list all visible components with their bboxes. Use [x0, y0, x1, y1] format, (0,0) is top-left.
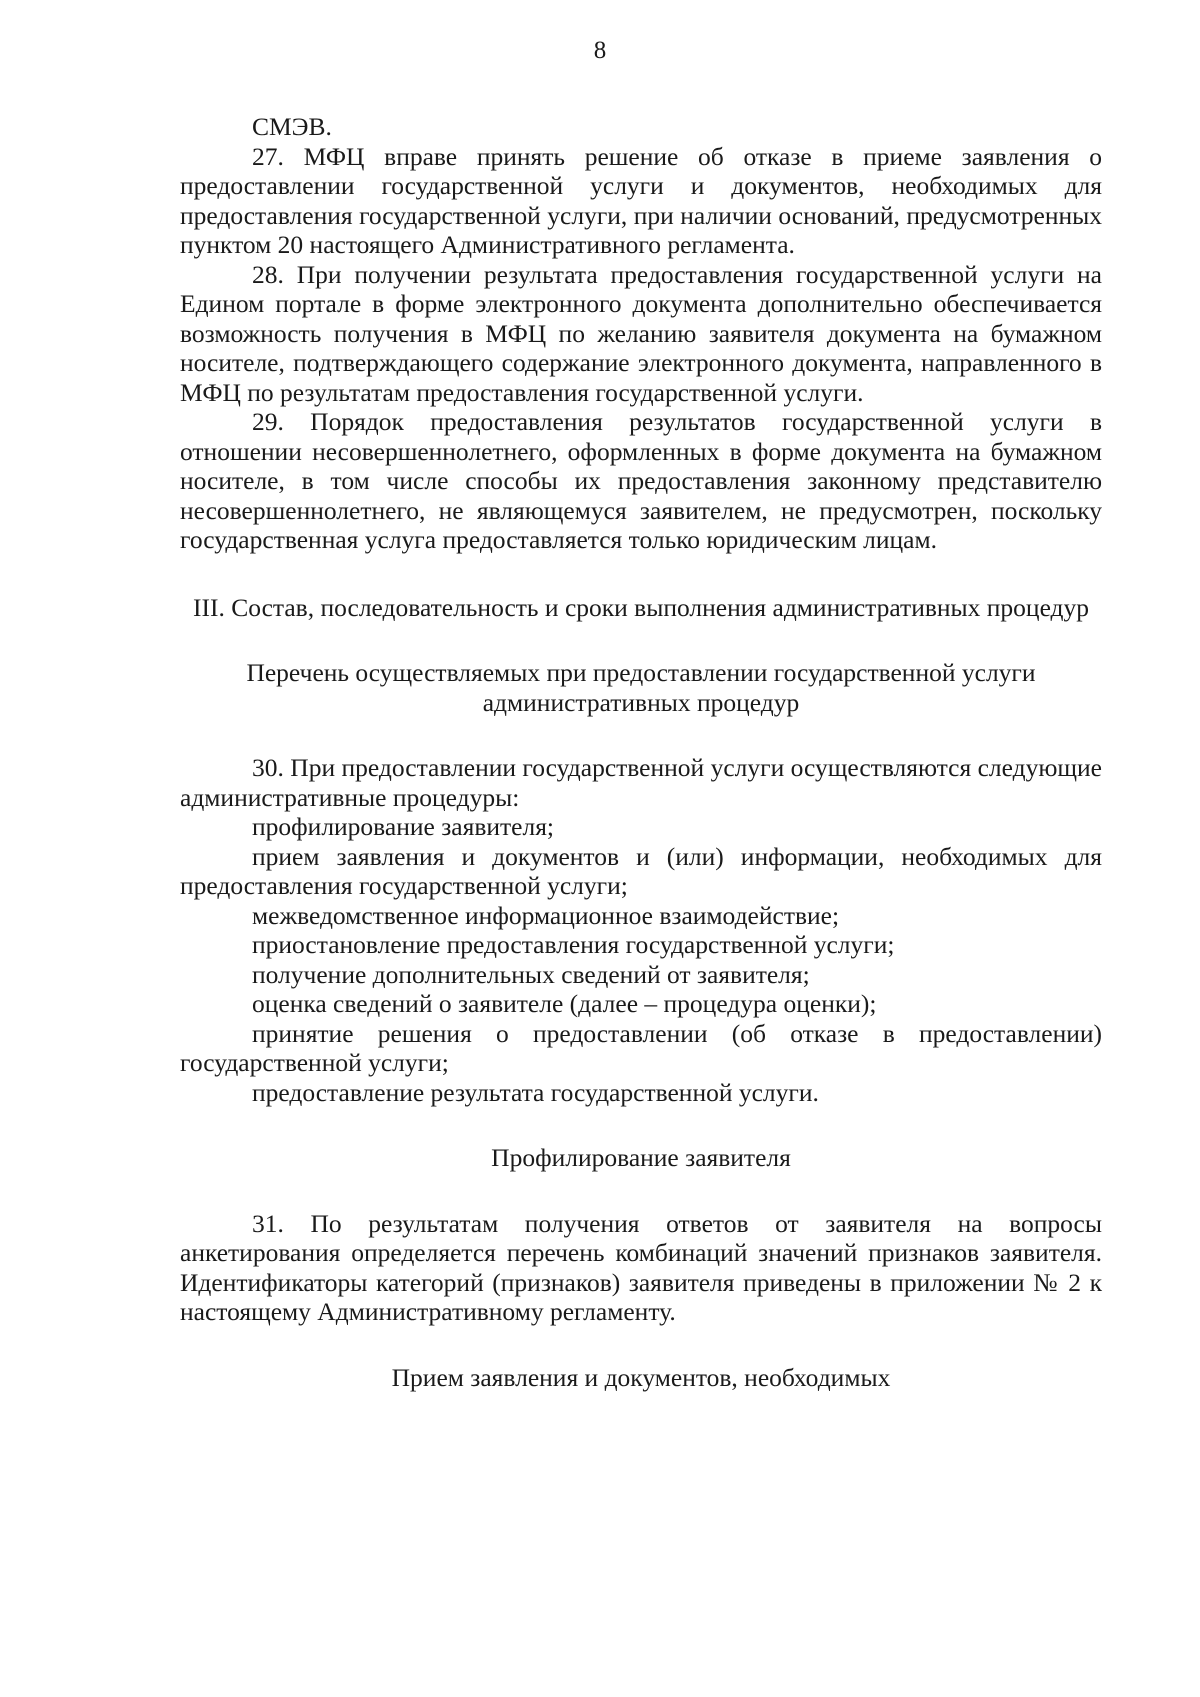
paragraph-27: 27. МФЦ вправе принять решение об отказе в приеме заявления о предоставлении государственной услуги и документов, необходимых для предоставления государственной услуги, при наличии оснований, предусмотренных пунктом 20 настоящего Административного регламента.	[180, 141, 1102, 259]
procedure-item: предоставление результата государственной услуги.	[252, 1077, 819, 1107]
procedure-item: межведомственное информационное взаимодействие;	[252, 900, 840, 930]
subheading-profiling: Профилирование заявителя	[491, 1143, 791, 1172]
paragraph-31: 31. По результатам получения ответов от заявителя на вопросы анкетирования определяется перечень комбинаций значений признаков заявителя. Идентификаторы категорий (признаков) заявителя приведены в приложении № 2 к настоящему Административному регламенту.	[180, 1208, 1102, 1326]
procedure-item: прием заявления и документов и (или) информации, необходимых для предоставления государственной услуги;	[180, 841, 1102, 900]
section-heading-iii: III. Состав, последовательность и сроки выполнения административных процедур	[192, 592, 1090, 622]
document-body	[180, 112, 1102, 1392]
paragraph-29: 29. Порядок предоставления результатов государственной услуги в отношении несовершеннолетнего, оформленных в форме документа на бумажном носителе, в том числе способы их предоставления законному представителю несовершеннолетнего, не являющемуся заявителем, не предусмотрен, поскольку государственная услуга предоставляется только юридическим лицам.	[180, 407, 1102, 554]
procedure-item: получение дополнительных сведений от заявителя;	[252, 959, 810, 989]
subheading-procedures-list: Перечень осуществляемых при предоставлении государственной услуги административных процедур	[246, 658, 1036, 717]
paragraph-28: 28. При получении результата предоставления государственной услуги на Едином портале в форме электронного документа дополнительно обеспечивается возможность получения в МФЦ по желанию заявителя документа на бумажном носителе, подтверждающего содержание электронного документа, направленного в МФЦ по результатам предоставления государственной услуги.	[180, 259, 1102, 407]
paragraph-30: 30. При предоставлении государственной услуги осуществляются следующие административные процедуры:	[180, 753, 1102, 812]
page-number: 8	[593, 37, 607, 64]
procedure-item: приостановление предоставления государственной услуги;	[252, 930, 895, 959]
procedure-item: оценка сведений о заявителе (далее – процедура оценки);	[252, 989, 877, 1018]
procedure-item: принятие решения о предоставлении (об отказе в предоставлении) государственной услуги;	[180, 1018, 1102, 1077]
paragraph-continuation: СМЭВ.	[252, 112, 332, 141]
procedure-item: профилирование заявителя;	[252, 812, 555, 841]
subheading-reception: Прием заявления и документов, необходимых	[391, 1362, 891, 1392]
